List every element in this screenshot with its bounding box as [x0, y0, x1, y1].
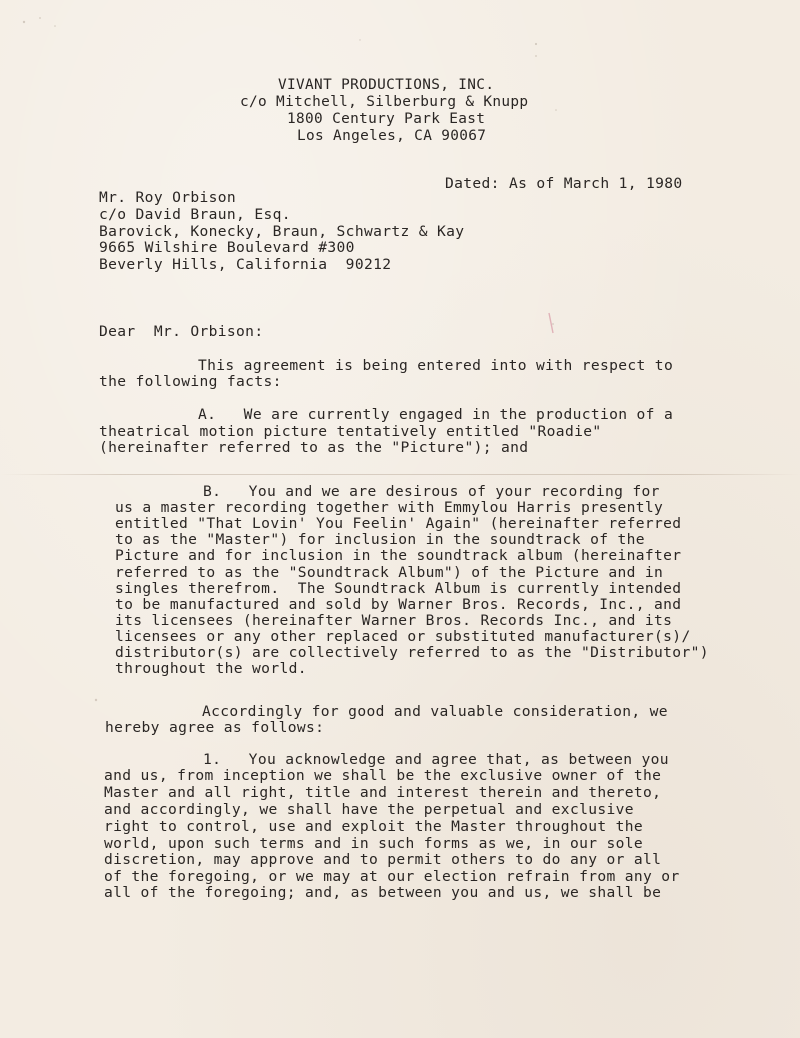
intro-line: This agreement is being entered into with respect to: [198, 357, 674, 374]
intro-line: the following facts:: [99, 373, 282, 390]
clause-b-line: Picture and for inclusion in the soundtrack album (hereinafter: [115, 547, 682, 564]
clause-1-line: and accordingly, we shall have the perpetual and exclusive: [104, 801, 634, 818]
recipient-street: 9665 Wilshire Boulevard #300: [99, 239, 355, 256]
recipient-care-of: c/o David Braun, Esq.: [99, 206, 291, 223]
clause-a-line: theatrical motion picture tentatively entitled "Roadie": [99, 423, 602, 440]
letterhead-care-of: c/o Mitchell, Silberburg & Knupp: [240, 94, 529, 110]
recipient-name: Mr. Roy Orbison: [99, 189, 237, 206]
letterhead-city: Los Angeles, CA 90067: [297, 128, 487, 144]
letterhead-street: 1800 Century Park East: [287, 111, 486, 127]
accordingly-line: Accordingly for good and valuable consideration, we: [202, 703, 668, 720]
salutation: Dear Mr. Orbison:: [99, 323, 264, 340]
clause-1-line: right to control, use and exploit the Master throughout the: [104, 818, 644, 835]
clause-a-line: A. We are currently engaged in the production of a: [198, 406, 674, 423]
clause-b-line: entitled "That Lovin' You Feelin' Again" (hereinafter referred: [115, 515, 682, 532]
clause-b-line: to as the "Master") for inclusion in the soundtrack of the: [115, 531, 645, 548]
clause-b-line: B. You and we are desirous of your recording for: [203, 483, 660, 500]
clause-1-line: of the foregoing, or we may at our election refrain from any or: [104, 868, 680, 885]
clause-b-line: referred to as the "Soundtrack Album") of the Picture and in: [115, 564, 664, 581]
clause-b-line: singles therefrom. The Soundtrack Album is currently intended: [115, 580, 682, 597]
pink-pen-mark: [549, 313, 553, 333]
clause-1-line: world, upon such terms and in such forms as we, in our sole: [104, 835, 644, 852]
clause-b-line: to be manufactured and sold by Warner Bros. Records, Inc., and: [115, 596, 682, 613]
clause-1-line: Master and all right, title and interest therein and thereto,: [104, 784, 662, 801]
clause-1-line: 1. You acknowledge and agree that, as between you: [203, 751, 669, 768]
clause-1-line: discretion, may approve and to permit others to do any or all: [104, 851, 662, 868]
date-line: Dated: As of March 1, 1980: [445, 175, 683, 192]
clause-1-line: all of the foregoing; and, as between you and us, we shall be: [104, 884, 662, 901]
recipient-city: Beverly Hills, California 90212: [99, 256, 392, 273]
clause-b-line: us a master recording together with Emmylou Harris presently: [115, 499, 664, 516]
clause-a-line: (hereinafter referred to as the "Picture"); and: [99, 439, 529, 456]
clause-b-line: distributor(s) are collectively referred to as the "Distributor"): [115, 644, 709, 661]
paper-fold-line: [0, 474, 800, 475]
accordingly-line: hereby agree as follows:: [105, 719, 325, 736]
letterhead-company: VIVANT PRODUCTIONS, INC.: [278, 77, 495, 93]
clause-b-line: its licensees (hereinafter Warner Bros. Records Inc., and its: [115, 612, 673, 629]
recipient-firm: Barovick, Konecky, Braun, Schwartz & Kay: [99, 223, 465, 240]
clause-b-line: throughout the world.: [115, 660, 307, 677]
clause-1-line: and us, from inception we shall be the exclusive owner of the: [104, 767, 662, 784]
clause-b-line: licensees or any other replaced or substituted manufacturer(s)/: [115, 628, 691, 645]
